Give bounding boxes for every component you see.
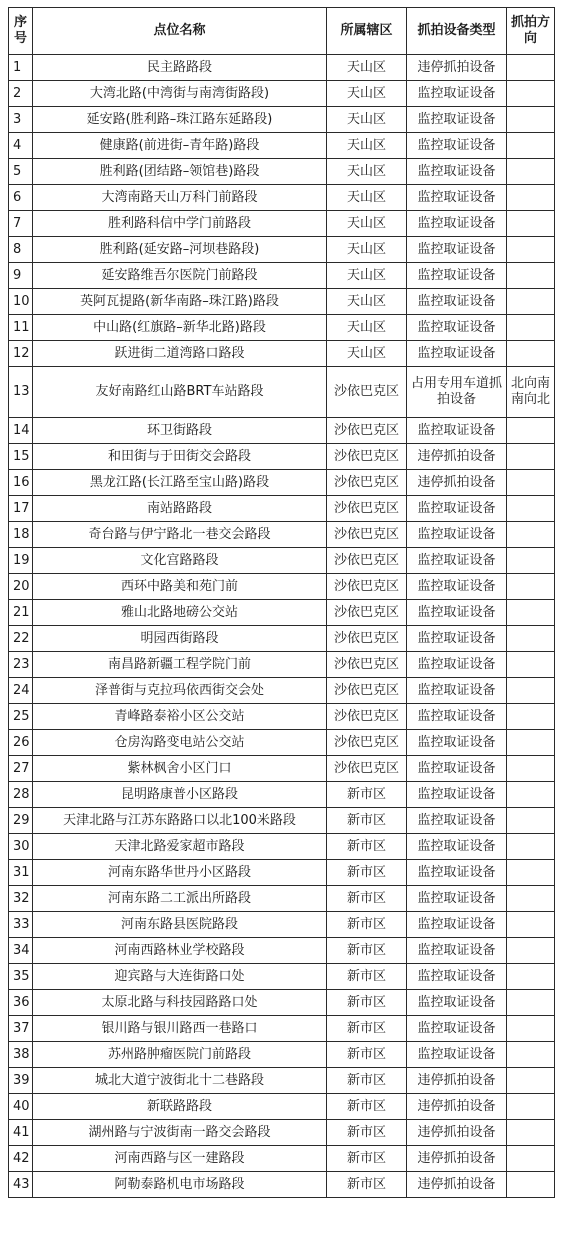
row-no: 34	[9, 938, 33, 964]
table-row	[9, 81, 555, 107]
row-no: 7	[9, 211, 33, 237]
row-district: 沙依巴克区	[327, 652, 407, 678]
row-device-type: 违停抓拍设备	[407, 1146, 507, 1172]
row-direction	[507, 652, 555, 678]
table-row	[9, 626, 555, 652]
row-direction	[507, 1120, 555, 1146]
row-location-name: 阿勒泰路机电市场路段	[33, 1172, 327, 1198]
row-location-name: 仓房沟路变电站公交站	[33, 730, 327, 756]
row-direction	[507, 574, 555, 600]
row-direction	[507, 782, 555, 808]
row-location-name: 苏州路肿瘤医院门前路段	[33, 1042, 327, 1068]
row-district: 天山区	[327, 263, 407, 289]
row-location-name: 健康路(前进街–青年路)路段	[33, 133, 327, 159]
table-row	[9, 237, 555, 263]
row-no: 31	[9, 860, 33, 886]
row-direction	[507, 1094, 555, 1120]
table-row	[9, 55, 555, 81]
row-location-name: 河南西路与区一建路段	[33, 1146, 327, 1172]
table-row	[9, 652, 555, 678]
row-district: 新市区	[327, 938, 407, 964]
row-location-name: 河南东路华世丹小区路段	[33, 860, 327, 886]
row-location-name: 南昌路新疆工程学院门前	[33, 652, 327, 678]
row-location-name: 迎宾路与大连街路口处	[33, 964, 327, 990]
table-row	[9, 133, 555, 159]
row-device-type: 违停抓拍设备	[407, 1172, 507, 1198]
row-district: 新市区	[327, 886, 407, 912]
row-device-type: 监控取证设备	[407, 548, 507, 574]
row-device-type: 监控取证设备	[407, 756, 507, 782]
row-no: 14	[9, 418, 33, 444]
row-location-name: 英阿瓦提路(新华南路–珠江路)路段	[33, 289, 327, 315]
table-row	[9, 496, 555, 522]
table-row	[9, 912, 555, 938]
row-location-name: 天津北路与江苏东路路口以北100米路段	[33, 808, 327, 834]
row-direction	[507, 600, 555, 626]
row-no: 1	[9, 55, 33, 81]
row-device-type: 监控取证设备	[407, 834, 507, 860]
row-direction	[507, 263, 555, 289]
row-district: 天山区	[327, 133, 407, 159]
row-location-name: 城北大道宁波街北十二巷路段	[33, 1068, 327, 1094]
camera-locations-table	[8, 7, 555, 1198]
row-direction	[507, 341, 555, 367]
row-location-name: 和田街与于田街交会路段	[33, 444, 327, 470]
row-no: 22	[9, 626, 33, 652]
row-district: 沙依巴克区	[327, 600, 407, 626]
row-device-type: 监控取证设备	[407, 782, 507, 808]
row-device-type: 违停抓拍设备	[407, 55, 507, 81]
table-row	[9, 341, 555, 367]
row-direction: 北向南南向北	[507, 367, 555, 418]
row-district: 新市区	[327, 1068, 407, 1094]
row-no: 38	[9, 1042, 33, 1068]
row-no: 13	[9, 367, 33, 418]
table-row	[9, 470, 555, 496]
table-row	[9, 185, 555, 211]
table-row	[9, 211, 555, 237]
row-device-type: 监控取证设备	[407, 1042, 507, 1068]
row-direction	[507, 626, 555, 652]
row-device-type: 监控取证设备	[407, 652, 507, 678]
row-district: 沙依巴克区	[327, 704, 407, 730]
row-direction	[507, 522, 555, 548]
row-direction	[507, 159, 555, 185]
row-device-type: 监控取证设备	[407, 159, 507, 185]
row-device-type: 监控取证设备	[407, 341, 507, 367]
row-no: 20	[9, 574, 33, 600]
row-no: 43	[9, 1172, 33, 1198]
row-district: 新市区	[327, 990, 407, 1016]
row-direction	[507, 81, 555, 107]
row-device-type: 监控取证设备	[407, 522, 507, 548]
row-device-type: 监控取证设备	[407, 704, 507, 730]
row-device-type: 违停抓拍设备	[407, 1120, 507, 1146]
row-no: 12	[9, 341, 33, 367]
row-no: 18	[9, 522, 33, 548]
row-device-type: 监控取证设备	[407, 574, 507, 600]
row-location-name: 天津北路爱家超市路段	[33, 834, 327, 860]
row-device-type: 监控取证设备	[407, 964, 507, 990]
table-row	[9, 107, 555, 133]
row-location-name: 大湾南路天山万科门前路段	[33, 185, 327, 211]
table-row	[9, 860, 555, 886]
row-device-type: 监控取证设备	[407, 912, 507, 938]
row-direction	[507, 756, 555, 782]
row-location-name: 延安路维吾尔医院门前路段	[33, 263, 327, 289]
row-location-name: 民主路路段	[33, 55, 327, 81]
row-district: 新市区	[327, 964, 407, 990]
row-location-name: 中山路(红旗路–新华北路)路段	[33, 315, 327, 341]
row-location-name: 西环中路美和苑门前	[33, 574, 327, 600]
row-direction	[507, 470, 555, 496]
row-device-type: 监控取证设备	[407, 990, 507, 1016]
row-device-type: 监控取证设备	[407, 237, 507, 263]
row-location-name: 胜利路(团结路–领馆巷)路段	[33, 159, 327, 185]
row-device-type: 占用专用车道抓拍设备	[407, 367, 507, 418]
row-no: 21	[9, 600, 33, 626]
row-no: 23	[9, 652, 33, 678]
row-device-type: 监控取证设备	[407, 938, 507, 964]
table-body	[9, 55, 555, 1198]
row-direction	[507, 55, 555, 81]
table-row	[9, 1016, 555, 1042]
row-direction	[507, 834, 555, 860]
row-no: 19	[9, 548, 33, 574]
header-no: 序号	[9, 8, 33, 55]
row-no: 28	[9, 782, 33, 808]
row-device-type: 监控取证设备	[407, 496, 507, 522]
table-row	[9, 704, 555, 730]
table-header-row	[9, 8, 555, 55]
row-district: 天山区	[327, 289, 407, 315]
row-direction	[507, 1068, 555, 1094]
row-device-type: 违停抓拍设备	[407, 470, 507, 496]
row-district: 新市区	[327, 912, 407, 938]
row-location-name: 青峰路泰裕小区公交站	[33, 704, 327, 730]
row-device-type: 监控取证设备	[407, 730, 507, 756]
row-direction	[507, 237, 555, 263]
row-no: 11	[9, 315, 33, 341]
row-device-type: 监控取证设备	[407, 263, 507, 289]
row-district: 沙依巴克区	[327, 678, 407, 704]
row-device-type: 监控取证设备	[407, 626, 507, 652]
table-row	[9, 548, 555, 574]
table-row	[9, 1042, 555, 1068]
table-row	[9, 600, 555, 626]
row-direction	[507, 964, 555, 990]
row-location-name: 大湾北路(中湾街与南湾街路段)	[33, 81, 327, 107]
row-no: 30	[9, 834, 33, 860]
row-direction	[507, 1146, 555, 1172]
row-district: 新市区	[327, 1146, 407, 1172]
row-district: 新市区	[327, 1016, 407, 1042]
row-direction	[507, 886, 555, 912]
row-district: 沙依巴克区	[327, 574, 407, 600]
row-device-type: 监控取证设备	[407, 289, 507, 315]
row-location-name: 胜利路(延安路–河坝巷路段)	[33, 237, 327, 263]
table-row	[9, 1068, 555, 1094]
row-location-name: 黑龙江路(长江路至宝山路)路段	[33, 470, 327, 496]
row-location-name: 南站路路段	[33, 496, 327, 522]
table-row	[9, 444, 555, 470]
row-location-name: 昆明路康普小区路段	[33, 782, 327, 808]
row-district: 沙依巴克区	[327, 496, 407, 522]
row-device-type: 监控取证设备	[407, 211, 507, 237]
row-device-type: 违停抓拍设备	[407, 444, 507, 470]
row-no: 17	[9, 496, 33, 522]
row-device-type: 违停抓拍设备	[407, 1094, 507, 1120]
row-direction	[507, 315, 555, 341]
row-location-name: 延安路(胜利路–珠江路东延路段)	[33, 107, 327, 133]
row-no: 16	[9, 470, 33, 496]
row-direction	[507, 444, 555, 470]
row-district: 沙依巴克区	[327, 522, 407, 548]
row-no: 36	[9, 990, 33, 1016]
row-no: 2	[9, 81, 33, 107]
row-direction	[507, 704, 555, 730]
row-district: 沙依巴克区	[327, 626, 407, 652]
row-device-type: 监控取证设备	[407, 185, 507, 211]
table-row	[9, 938, 555, 964]
row-direction	[507, 1172, 555, 1198]
row-location-name: 环卫街路段	[33, 418, 327, 444]
row-device-type: 监控取证设备	[407, 600, 507, 626]
row-district: 天山区	[327, 159, 407, 185]
row-no: 37	[9, 1016, 33, 1042]
row-district: 新市区	[327, 1094, 407, 1120]
table-row	[9, 730, 555, 756]
row-district: 天山区	[327, 341, 407, 367]
row-device-type: 监控取证设备	[407, 860, 507, 886]
row-district: 新市区	[327, 808, 407, 834]
table-row	[9, 367, 555, 418]
row-direction	[507, 185, 555, 211]
row-district: 新市区	[327, 1120, 407, 1146]
row-location-name: 湖州路与宁波街南一路交会路段	[33, 1120, 327, 1146]
table-row	[9, 289, 555, 315]
row-device-type: 违停抓拍设备	[407, 1068, 507, 1094]
row-district: 新市区	[327, 834, 407, 860]
row-no: 40	[9, 1094, 33, 1120]
row-no: 42	[9, 1146, 33, 1172]
row-no: 8	[9, 237, 33, 263]
table-row	[9, 964, 555, 990]
row-device-type: 监控取证设备	[407, 81, 507, 107]
table-row	[9, 522, 555, 548]
row-district: 沙依巴克区	[327, 367, 407, 418]
row-location-name: 银川路与银川路西一巷路口	[33, 1016, 327, 1042]
row-direction	[507, 938, 555, 964]
row-district: 天山区	[327, 237, 407, 263]
row-location-name: 友好南路红山路BRT车站路段	[33, 367, 327, 418]
row-location-name: 新联路路段	[33, 1094, 327, 1120]
row-district: 新市区	[327, 782, 407, 808]
row-location-name: 雅山北路地磅公交站	[33, 600, 327, 626]
row-location-name: 河南东路县医院路段	[33, 912, 327, 938]
row-device-type: 监控取证设备	[407, 808, 507, 834]
row-location-name: 太原北路与科技园路路口处	[33, 990, 327, 1016]
table-row	[9, 159, 555, 185]
row-no: 3	[9, 107, 33, 133]
row-no: 25	[9, 704, 33, 730]
row-direction	[507, 1016, 555, 1042]
row-direction	[507, 133, 555, 159]
row-no: 24	[9, 678, 33, 704]
row-district: 沙依巴克区	[327, 444, 407, 470]
row-no: 33	[9, 912, 33, 938]
row-direction	[507, 730, 555, 756]
row-district: 天山区	[327, 211, 407, 237]
row-no: 35	[9, 964, 33, 990]
row-district: 沙依巴克区	[327, 756, 407, 782]
row-no: 27	[9, 756, 33, 782]
row-location-name: 河南东路二工派出所路段	[33, 886, 327, 912]
row-no: 4	[9, 133, 33, 159]
row-no: 26	[9, 730, 33, 756]
table-row	[9, 418, 555, 444]
header-district: 所属辖区	[327, 8, 407, 55]
row-device-type: 监控取证设备	[407, 678, 507, 704]
table-row	[9, 756, 555, 782]
camera-locations-table-wrapper	[8, 7, 555, 1198]
row-no: 29	[9, 808, 33, 834]
table-row	[9, 678, 555, 704]
row-no: 6	[9, 185, 33, 211]
table-row	[9, 782, 555, 808]
row-no: 5	[9, 159, 33, 185]
row-district: 新市区	[327, 860, 407, 886]
row-no: 41	[9, 1120, 33, 1146]
table-row	[9, 1172, 555, 1198]
table-row	[9, 263, 555, 289]
row-district: 新市区	[327, 1172, 407, 1198]
header-direction: 抓拍方向	[507, 8, 555, 55]
row-no: 32	[9, 886, 33, 912]
row-direction	[507, 1042, 555, 1068]
table-row	[9, 886, 555, 912]
row-location-name: 明园西街路段	[33, 626, 327, 652]
row-district: 天山区	[327, 107, 407, 133]
row-location-name: 胜利路科信中学门前路段	[33, 211, 327, 237]
row-location-name: 河南西路林业学校路段	[33, 938, 327, 964]
row-direction	[507, 496, 555, 522]
header-device-type: 抓拍设备类型	[407, 8, 507, 55]
header-name: 点位名称	[33, 8, 327, 55]
row-no: 15	[9, 444, 33, 470]
row-location-name: 跃进街二道湾路口路段	[33, 341, 327, 367]
row-direction	[507, 548, 555, 574]
row-direction	[507, 289, 555, 315]
row-district: 新市区	[327, 1042, 407, 1068]
row-device-type: 监控取证设备	[407, 315, 507, 341]
row-location-name: 紫林枫舍小区门口	[33, 756, 327, 782]
row-device-type: 监控取证设备	[407, 107, 507, 133]
row-no: 9	[9, 263, 33, 289]
row-location-name: 泽普街与克拉玛依西街交会处	[33, 678, 327, 704]
row-district: 天山区	[327, 81, 407, 107]
row-direction	[507, 912, 555, 938]
row-device-type: 监控取证设备	[407, 886, 507, 912]
row-direction	[507, 678, 555, 704]
table-row	[9, 574, 555, 600]
row-device-type: 监控取证设备	[407, 1016, 507, 1042]
row-location-name: 文化宫路路段	[33, 548, 327, 574]
row-location-name: 奇台路与伊宁路北一巷交会路段	[33, 522, 327, 548]
row-direction	[507, 808, 555, 834]
row-district: 天山区	[327, 55, 407, 81]
row-district: 沙依巴克区	[327, 548, 407, 574]
row-district: 沙依巴克区	[327, 418, 407, 444]
row-district: 天山区	[327, 315, 407, 341]
row-direction	[507, 860, 555, 886]
row-direction	[507, 107, 555, 133]
row-direction	[507, 211, 555, 237]
row-direction	[507, 418, 555, 444]
table-row	[9, 1120, 555, 1146]
table-row	[9, 834, 555, 860]
row-device-type: 监控取证设备	[407, 133, 507, 159]
table-row	[9, 315, 555, 341]
table-row	[9, 808, 555, 834]
table-row	[9, 1094, 555, 1120]
row-device-type: 监控取证设备	[407, 418, 507, 444]
row-no: 10	[9, 289, 33, 315]
row-direction	[507, 990, 555, 1016]
row-district: 沙依巴克区	[327, 470, 407, 496]
table-row	[9, 990, 555, 1016]
row-no: 39	[9, 1068, 33, 1094]
row-district: 沙依巴克区	[327, 730, 407, 756]
row-district: 天山区	[327, 185, 407, 211]
table-row	[9, 1146, 555, 1172]
